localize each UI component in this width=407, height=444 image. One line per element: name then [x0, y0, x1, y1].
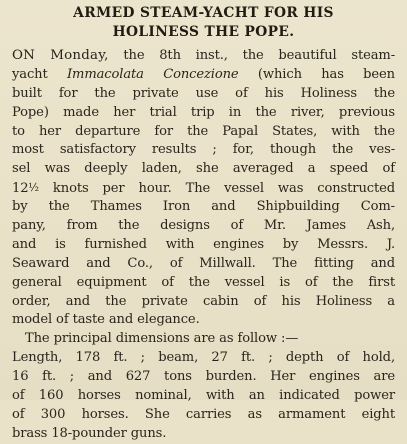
- text-line: of 160 horses nominal, with an indicated power: [12, 388, 395, 404]
- yacht-name: Immacolata Concezione: [66, 66, 239, 82]
- text-line: The principal dimensions are as follow :—: [25, 331, 299, 347]
- line-text: knots per hour. The vessel was constructed: [38, 181, 395, 197]
- text-line: [12, 47, 395, 66]
- text-line: Length, 178 ft. ; beam, 27 ft. ; depth of hold,: [12, 350, 395, 366]
- text-line: sel was deeply laden, she averaged a speed of: [12, 161, 395, 177]
- text-line: [12, 66, 395, 85]
- text-line: model of taste and elegance.: [12, 312, 200, 328]
- text-line: and is furnished with engines by Messrs. J.: [12, 236, 395, 252]
- text-line: of 300 horses. She carries as armament eight: [12, 406, 395, 422]
- line-text: yacht: [12, 66, 67, 82]
- text-line: [12, 179, 395, 198]
- text-line: 16 ft. ; and 627 tons burden. Her engines are: [12, 369, 395, 385]
- headline-line-1: ARMED STEAM-YACHT FOR HIS: [73, 5, 334, 21]
- text-line: by the Thames Iron and Shipbuilding Com-: [12, 199, 395, 215]
- fraction-half: ½: [28, 181, 39, 195]
- line-text: 12: [12, 181, 29, 197]
- text-line: general equipment of the vessel is of the first: [12, 274, 395, 290]
- text-line: Seaward and Co., of Millwall. The fitting and: [12, 255, 395, 271]
- paragraph-second: [12, 330, 395, 443]
- article-body: [12, 47, 395, 444]
- line-text: (which has been: [238, 66, 395, 82]
- text-line: most satisfactory results ; for, though the ves-: [12, 142, 395, 158]
- opening-words: ON Monday,: [12, 48, 109, 63]
- article-headline: [12, 4, 395, 41]
- text-line: built for the private use of his Holiness the: [12, 85, 395, 101]
- line-text: the 8th inst., the beautiful steam-: [108, 48, 396, 63]
- text-line: brass 18-pounder guns.: [12, 425, 167, 441]
- text-line: Pope) made her trial trip in the river, previous: [12, 104, 395, 120]
- headline-line-2: HOLINESS THE POPE.: [112, 24, 295, 40]
- text-line: to her departure for the Papal States, with the: [12, 123, 395, 139]
- paragraph-first: [12, 47, 395, 330]
- text-line: pany, from the designs of Mr. James Ash,: [12, 218, 395, 234]
- text-line: order, and the private cabin of his Holiness a: [12, 293, 395, 309]
